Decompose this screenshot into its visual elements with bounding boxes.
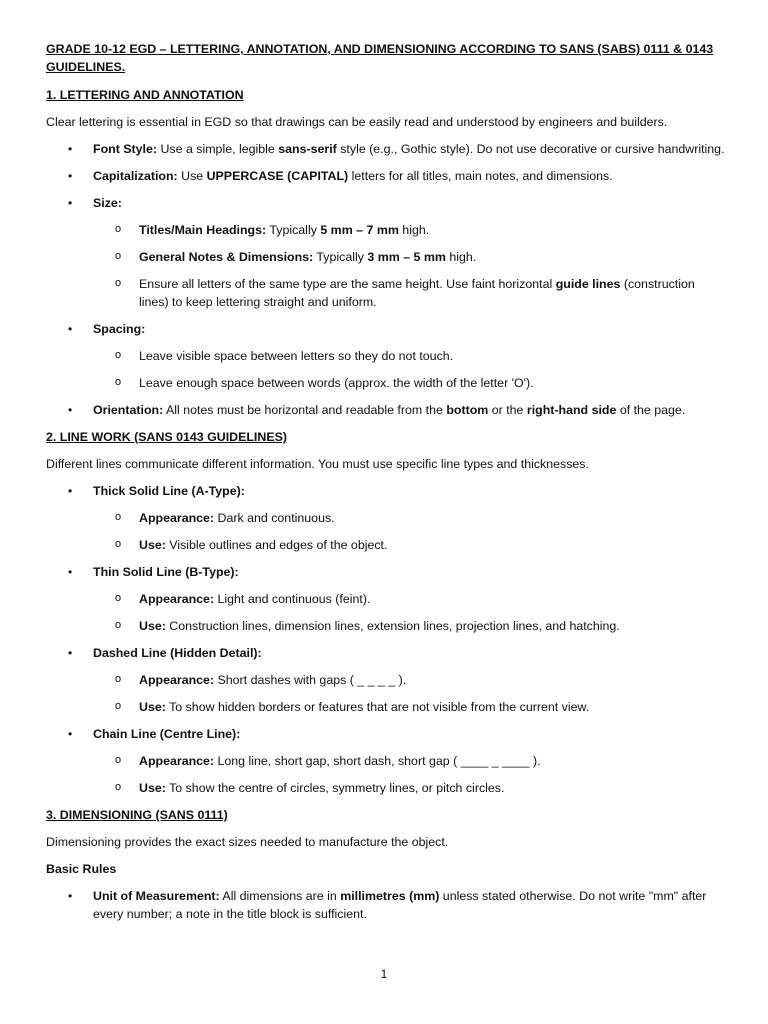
section-intro-lettering: Clear lettering is essential in EGD so that drawings can be easily read and understood by engineers and builders.	[46, 115, 668, 129]
list-item-orientation: • Orientation: All notes must be horizontal and readable from the bottom or the right-hand side of the page.	[46, 401, 726, 419]
sublist-item-letter-space: o Leave visible space between letters so they do not touch.	[46, 347, 726, 365]
list-item-unit-of-measurement: • Unit of Measurement: All dimensions are in millimetres (mm) unless stated otherwise. Do not write "mm" after every number; a note in the title block is sufficient.	[46, 887, 726, 923]
thin-solid-sublist	[93, 590, 726, 635]
list-item-dashed-line: • Dashed Line (Hidden Detail): o Appearance: Short dashes with gaps ( _ _ _ _ ). o Use: To show hidden borders or features that are not visible from the current view.	[46, 644, 726, 716]
sublist-item-appearance: o Appearance: Long line, short gap, short dash, short gap ( ____ _ ____ ).	[46, 752, 726, 770]
sublist-item-appearance: o Appearance: Short dashes with gaps ( _ _ _ _ ).	[46, 671, 726, 689]
dimensioning-list	[46, 887, 726, 923]
list-item-font-style: • Font Style: Use a simple, legible sans-serif style (e.g., Gothic style). Do not use decorative or cursive handwriting.	[46, 140, 726, 158]
document-page	[46, 40, 726, 932]
sublist-item-word-space: o Leave enough space between words (approx. the width of the letter 'O').	[46, 374, 726, 392]
list-item-spacing: • Spacing: o Leave visible space between letters so they do not touch. o Leave enough space between words (approx. the width of the letter 'O').	[46, 320, 726, 392]
size-sublist	[93, 221, 726, 311]
sublist-item-use: o Use: Visible outlines and edges of the object.	[46, 536, 726, 554]
sublist-item-use: o Use: To show the centre of circles, symmetry lines, or pitch circles.	[46, 779, 726, 797]
section-intro-line-work: Different lines communicate different information. You must use specific line types and thicknesses.	[46, 457, 589, 471]
sublist-item-general-notes: o General Notes & Dimensions: Typically 3 mm – 5 mm high.	[46, 248, 726, 266]
document-title: GRADE 10-12 EGD – LETTERING, ANNOTATION, AND DIMENSIONING ACCORDING TO SANS (SABS) 0111 & 0143 GUIDELINES.	[46, 42, 714, 74]
dashed-sublist	[93, 671, 726, 716]
chain-sublist	[93, 752, 726, 797]
sublist-item-appearance: o Appearance: Dark and continuous.	[46, 509, 726, 527]
list-item-chain-line: • Chain Line (Centre Line): o Appearance: Long line, short gap, short dash, short gap ( ____ _ ____ ). o Use: To show the centre of circles, symmetry lines, or pitch circles.	[46, 725, 726, 797]
section-heading-line-work: 2. LINE WORK (SANS 0143 GUIDELINES)	[46, 430, 287, 444]
sublist-item-use: o Use: To show hidden borders or features that are not visible from the current view.	[46, 698, 726, 716]
list-item-capitalization: • Capitalization: Use UPPERCASE (CAPITAL) letters for all titles, main notes, and dimensions.	[46, 167, 726, 185]
section-intro-dimensioning: Dimensioning provides the exact sizes needed to manufacture the object.	[46, 835, 449, 849]
sublist-item-appearance: o Appearance: Light and continuous (feint).	[46, 590, 726, 608]
thick-solid-sublist	[93, 509, 726, 554]
basic-rules-heading: Basic Rules	[46, 862, 117, 876]
list-item-thick-solid-line: • Thick Solid Line (A-Type): o Appearance: Dark and continuous. o Use: Visible outlines and edges of the object.	[46, 482, 726, 554]
sublist-item-ensure: o Ensure all letters of the same type are the same height. Use faint horizontal guide lines (construction lines) to keep lettering straight and uniform.	[46, 275, 726, 311]
sublist-item-titles: o Titles/Main Headings: Typically 5 mm – 7 mm high.	[46, 221, 726, 239]
list-item-thin-solid-line: • Thin Solid Line (B-Type): o Appearance: Light and continuous (feint). o Use: Construction lines, dimension lines, extension lines, projection lines, and hatching.	[46, 563, 726, 635]
page-number: 1	[380, 967, 388, 981]
list-item-size: • Size: o Titles/Main Headings: Typically 5 mm – 7 mm high. o General Notes & Dimensions: Typically 3 mm – 5 mm high. o Ensure all letters of the same type are the same height. Use faint horizontal guide lines (construction lines) to keep lettering straight and uniform.	[46, 194, 726, 311]
spacing-sublist	[93, 347, 726, 392]
sublist-item-use: o Use: Construction lines, dimension lines, extension lines, projection lines, and hatching.	[46, 617, 726, 635]
lettering-list	[46, 140, 726, 419]
section-heading-lettering: 1. LETTERING AND ANNOTATION	[46, 88, 244, 102]
section-heading-dimensioning: 3. DIMENSIONING (SANS 0111)	[46, 808, 228, 822]
line-types-list	[46, 482, 726, 797]
